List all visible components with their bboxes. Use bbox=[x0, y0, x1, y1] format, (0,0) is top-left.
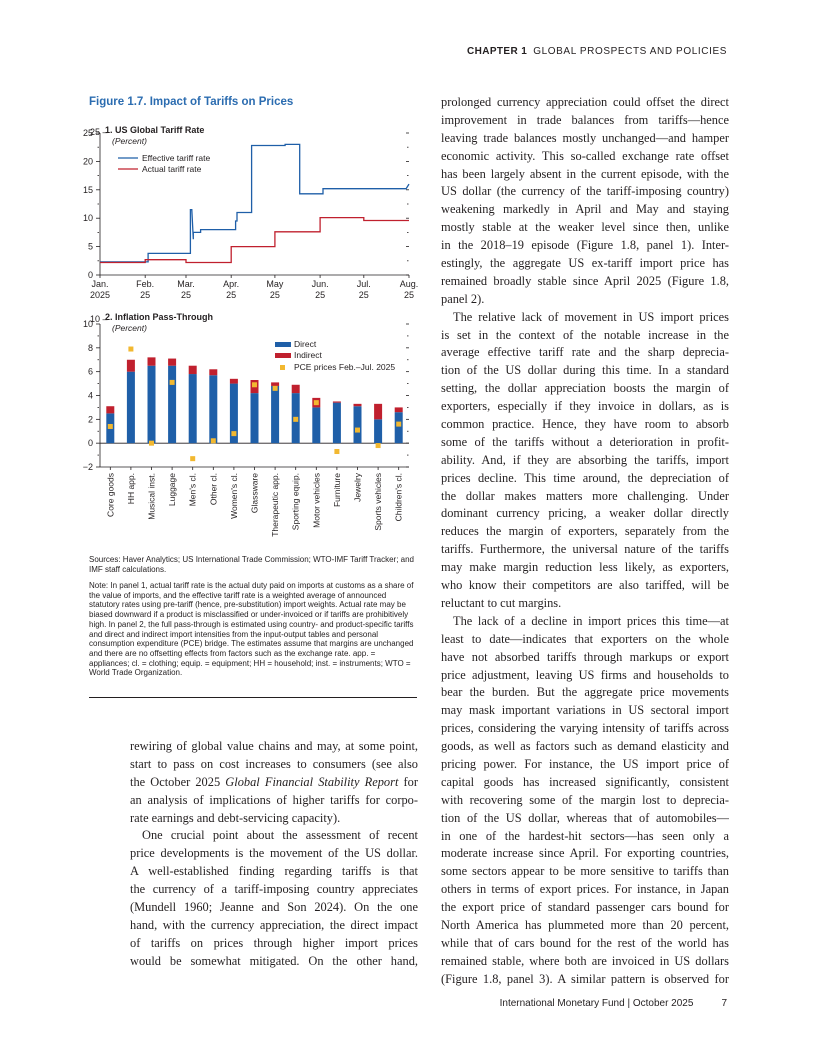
panel2-bar-indirect bbox=[271, 382, 279, 386]
panel2-bar-indirect bbox=[374, 404, 382, 419]
panel2-bar-indirect bbox=[354, 404, 362, 406]
text-line: in one of the hardest-hit sectors—has seen only a bbox=[441, 828, 729, 843]
panel1-legend-label: Effective tariff rate bbox=[142, 153, 211, 163]
page-footer bbox=[500, 998, 727, 1009]
left-text-column bbox=[130, 738, 418, 971]
panel2-pce-marker bbox=[273, 386, 278, 391]
panel2-category-label: Children's cl. bbox=[393, 473, 404, 522]
text-line: prolonged currency appreciation could offset the direct bbox=[441, 95, 729, 109]
panel2-pce-marker bbox=[149, 441, 154, 446]
text-line: bear the burden. But the aggregate price movements bbox=[441, 685, 729, 700]
text-line: A well-established finding regarding tariffs is that bbox=[130, 864, 418, 879]
panel2-category-label: Men's cl. bbox=[187, 473, 198, 507]
panel2-bar-indirect bbox=[292, 385, 300, 393]
panel1-x-tick-label: Mar. bbox=[177, 279, 195, 289]
text-line: who know their competitors are also tariffed, will be bbox=[441, 578, 729, 593]
figure-bottom-rule bbox=[89, 697, 417, 698]
text-fragment: the October 2025 bbox=[130, 774, 226, 789]
text-line: would be somewhat mitigated. On the other hand, bbox=[130, 953, 418, 968]
text-line: estingly, the aggregate US ex-tariff import price has bbox=[441, 256, 729, 271]
panel2-bar-direct bbox=[127, 372, 135, 444]
figure-sources: Sources: Haver Analytics; US International Trade Commission; WTO-IMF Tariff Tracker; and IMF staff calculations. bbox=[89, 555, 415, 575]
text-line: an analysis of implications of higher tariffs for corpo- bbox=[130, 792, 418, 807]
text-line: mostly stable at the weaker level since then, unlike bbox=[441, 220, 729, 235]
text-line: tion of the US dollar, whereas that of automobiles— bbox=[441, 810, 729, 825]
text-line: while that of cars bound for the rest of the world has bbox=[441, 935, 729, 950]
text-line: may make margin reduction less likely, as exporters, bbox=[441, 560, 729, 575]
text-line: least to date—indicates that exporters on the whole bbox=[441, 631, 729, 646]
panel2-pce-marker bbox=[108, 424, 113, 429]
text-line: dominant currency pricing, a weaker dollar directly bbox=[441, 506, 729, 521]
text-line bbox=[130, 774, 418, 792]
panel2-pce-marker bbox=[128, 347, 133, 352]
panel2-category-label: Glassware bbox=[249, 473, 260, 514]
panel2-y-tick-label: 4 bbox=[87, 390, 93, 401]
panel2-y-tick-label: 10 bbox=[82, 319, 93, 329]
panel2-chart bbox=[83, 312, 409, 537]
panel1-x-tick-label: Jul. bbox=[356, 279, 371, 289]
panel1-title-number: 25 – bbox=[90, 127, 108, 137]
panel2-category-label: Sporting equip. bbox=[290, 473, 301, 531]
text-line: others in terms of export prices. For instance, in Japan bbox=[441, 882, 729, 897]
text-line: common practice. Hence, they have room to absorb bbox=[441, 417, 729, 432]
panel2-bar-direct bbox=[148, 366, 156, 443]
panel1-y-tick-label: 25 bbox=[82, 128, 93, 138]
panel2-pce-marker bbox=[314, 400, 319, 405]
text-line: North America has plummeted more than 20 percent, bbox=[441, 917, 729, 932]
text-line: price developments is the movement of the US dollar. bbox=[130, 846, 418, 861]
panel1-x-tick-label: Jun. bbox=[311, 279, 329, 289]
text-line: goods, as well as factors such as demand elasticity and bbox=[441, 739, 729, 754]
panel2-bar-indirect bbox=[230, 379, 238, 384]
panel1-x-tick-label-year: 25 bbox=[315, 290, 326, 300]
text-line: prices, considering the varying intensity of tariffs across bbox=[441, 721, 729, 736]
panel2-legend-label: Direct bbox=[294, 339, 317, 349]
text-line: with recovering some of the margin lost to deprecia- bbox=[441, 792, 729, 807]
panel2-bar-indirect bbox=[168, 359, 176, 366]
panel2-legend-label: Indirect bbox=[294, 350, 322, 360]
panel2-bar-direct bbox=[395, 412, 403, 443]
panel2-bar-direct bbox=[209, 375, 217, 443]
panel1-y-tick-label: 5 bbox=[87, 241, 93, 252]
text-line: exporters, especially if they invoice in dollars, as is bbox=[441, 399, 729, 414]
panel2-category-label: HH app. bbox=[125, 473, 136, 505]
text-line: improvement in trade balances from tariffs—hence bbox=[441, 112, 729, 127]
text-line: of tariffs on prices through higher import prices bbox=[130, 935, 418, 950]
panel2-y-tick-label: −2 bbox=[82, 462, 93, 472]
panel1-x-tick-label: Feb. bbox=[136, 279, 155, 289]
report-title-italic: Global Financial Stability Report bbox=[225, 774, 399, 789]
panel2-y-tick-label: 8 bbox=[87, 342, 93, 353]
panel2-bar-direct bbox=[271, 386, 279, 443]
panel2-legend-swatch-pce bbox=[280, 365, 285, 370]
figure-note: Note: In panel 1, actual tariff rate is the actual duty paid on imports at customs as a share of the value of imports, and the effective tariff rate is a weighted average of announced statutory rates using pre-tariff (hence, pre-substitution) import weights. Actual rate may be biased downward if a product is misclassified or under-invoiced or if tariffs are prohibitively high. In panel 2, the full pass-through is estimated using country- and product-specific tariffs and direct and indirect import intensities from the input-output tables and personal consumption expenditure (PCE) bridge. The estimates assume that margins are unchanged and there are no offsetting effects from factors such as the exchange rate. app. = appliances; cl. = clothing; equip. = equipment; HH = household; inst. = instruments; WTO = World Trade Organization. bbox=[89, 581, 414, 678]
text-line: moderate increase since April. For exporting countries, bbox=[441, 846, 729, 861]
panel2-pce-marker bbox=[293, 417, 298, 422]
panel2-unit: (Percent) bbox=[112, 323, 147, 333]
text-line: have not absorbed tariffs through markups or export bbox=[441, 649, 729, 664]
panel2-category-label: Furniture bbox=[331, 473, 342, 508]
panel2-y-tick-label: 2 bbox=[87, 414, 93, 425]
text-line: leaving trade balances mostly unchanged—and hamper bbox=[441, 130, 729, 145]
panel1-x-tick-label-year: 25 bbox=[226, 290, 237, 300]
panel2-y-tick-label: 0 bbox=[87, 438, 93, 449]
panel1-series-line-actual bbox=[100, 218, 409, 263]
running-header bbox=[467, 46, 727, 57]
panel1-chart bbox=[83, 125, 418, 300]
panel1-y-tick-label: 20 bbox=[82, 156, 93, 167]
text-line: rewiring of global value chains and may, at some point, bbox=[130, 739, 418, 753]
text-line: some of the tariffs without a deterioration in profit- bbox=[441, 434, 729, 449]
panel2-bar-direct bbox=[374, 419, 382, 443]
text-line: average effective tariff rate and the sharp deprecia- bbox=[441, 345, 729, 360]
text-line: tariffs. Furthermore, the universal nature of the tariffs bbox=[441, 542, 729, 557]
panel2-bar-direct bbox=[333, 403, 341, 444]
panel2-category-label: Other cl. bbox=[208, 473, 219, 506]
panel2-pce-marker bbox=[252, 382, 257, 387]
text-line: some sectors appear to be more sensitive to tariffs than bbox=[441, 864, 729, 879]
panel1-x-tick-label-year: 25 bbox=[269, 290, 280, 300]
panel2-bar-indirect bbox=[333, 401, 341, 402]
panel2-bar-direct bbox=[189, 374, 197, 443]
text-line: has been largely absent in the current episode, with the bbox=[441, 166, 729, 181]
panel1-x-tick-label-year: 2025 bbox=[89, 290, 111, 300]
text-line: pricing power. For instance, the US import price of bbox=[441, 756, 729, 771]
panel1-x-tick-label: Apr. bbox=[223, 279, 240, 289]
text-line: prices decline. This time around, the depreciation of bbox=[441, 470, 729, 485]
panel2-category-label: Motor vehicles bbox=[311, 473, 322, 528]
text-line: start to pass on cost increases to consumers (see also bbox=[130, 756, 418, 771]
panel2-bar-direct bbox=[354, 406, 362, 443]
panel2-pce-marker bbox=[190, 456, 195, 461]
text-line: The relative lack of movement in US import prices bbox=[453, 309, 729, 324]
text-line: ability. And, if they are absorbing the tariffs, import bbox=[441, 452, 729, 467]
chapter-label: CHAPTER 1 bbox=[466, 46, 528, 57]
panel2-category-label: Therapeutic app. bbox=[270, 473, 281, 537]
panel2-bar-indirect bbox=[395, 407, 403, 412]
text-line: setting, the dollar appreciation boosts the margin of bbox=[441, 381, 729, 396]
panel2-legend-label: PCE prices Feb.–Jul. 2025 bbox=[294, 362, 396, 372]
page-number: 7 bbox=[721, 998, 727, 1009]
panel1-x-tick-label: Aug. bbox=[399, 279, 419, 289]
panel2-title-number: 10 – bbox=[90, 314, 108, 324]
panel2-pce-marker bbox=[396, 422, 401, 427]
panel2-category-label: Jewelry bbox=[352, 473, 363, 502]
panel1-x-tick-label: Jan. bbox=[91, 279, 109, 289]
panel1-x-tick-label: May bbox=[266, 279, 284, 289]
text-line: remained stable, where both are invoiced in US dollars bbox=[441, 953, 729, 968]
panel2-pce-marker bbox=[231, 431, 236, 436]
text-line: remained broadly stable since April 2025 (Figure 1.8, bbox=[441, 273, 729, 288]
panel2-bar-indirect bbox=[209, 369, 217, 375]
text-line: the dollar makes matters more challenging. Under bbox=[441, 488, 729, 503]
panel2-bar-indirect bbox=[189, 366, 197, 374]
panel1-x-tick-label-year: 25 bbox=[180, 290, 192, 300]
text-line: is set in the context of the notable increase in the bbox=[441, 327, 729, 342]
panel1-unit: (Percent) bbox=[112, 136, 147, 146]
text-line: US dollar (the currency of the tariff-imposing country) bbox=[441, 184, 729, 199]
text-line: may mask important variations in US sectoral import bbox=[441, 703, 729, 718]
panel1-y-tick-label: 10 bbox=[82, 213, 93, 224]
panel2-pce-marker bbox=[170, 380, 175, 385]
text-line: in the 2018–19 episode (Figure 1.8, panel 1). Inter- bbox=[441, 238, 729, 253]
panel1-y-tick-label: 0 bbox=[87, 270, 93, 280]
panel2-category-label: Core goods bbox=[105, 473, 116, 517]
panel1-y-tick-label: 15 bbox=[82, 184, 93, 195]
text-line: the currency of a tariff-imposing country appreciates bbox=[130, 882, 418, 897]
panel2-pce-marker bbox=[376, 443, 381, 448]
footer-source: International Monetary Fund | October 2025 bbox=[499, 998, 694, 1009]
panel2-y-tick-label: 6 bbox=[87, 366, 93, 377]
panel2-pce-marker bbox=[334, 449, 339, 454]
text-line: panel 2). bbox=[441, 291, 485, 306]
text-fragment: for bbox=[398, 774, 418, 789]
text-line: rate earnings and debt-servicing capacity). bbox=[130, 810, 341, 825]
panel1-x-tick-label-year: 25 bbox=[403, 290, 415, 300]
chapter-title: GLOBAL PROSPECTS AND POLICIES bbox=[533, 46, 727, 57]
panel2-category-label: Musical inst. bbox=[146, 473, 157, 520]
text-line: the export price of standard passenger cars bound for bbox=[441, 900, 729, 915]
text-line: price adjustment, leaving US firms and households to bbox=[441, 667, 729, 682]
text-line: reluctant to cut margins. bbox=[441, 595, 562, 610]
panel1-x-tick-label-year: 25 bbox=[358, 290, 369, 300]
panel1-x-tick-label-year: 25 bbox=[140, 290, 151, 300]
figure-title: Figure 1.7. Impact of Tariffs on Prices bbox=[89, 96, 294, 108]
panel1-legend-label: Actual tariff rate bbox=[142, 164, 202, 174]
panel2-bar-direct bbox=[312, 407, 320, 443]
panel2-bar-indirect bbox=[148, 357, 156, 365]
figure-charts bbox=[80, 118, 425, 548]
text-line: (Figure 1.8, panel 3). A similar pattern is observed for bbox=[441, 971, 729, 986]
text-line: One crucial point about the assessment of recent bbox=[142, 828, 418, 843]
panel2-bar-direct bbox=[251, 393, 259, 443]
panel2-category-label: Sports vehicles bbox=[373, 473, 384, 531]
panel2-legend-swatch-indirect bbox=[275, 353, 291, 358]
panel2-category-label: Luggage bbox=[167, 473, 178, 507]
panel2-legend-swatch-direct bbox=[275, 342, 291, 347]
panel2-pce-marker bbox=[211, 438, 216, 443]
panel1-title: 1. US Global Tariff Rate bbox=[105, 125, 205, 135]
panel2-title: 2. Inflation Pass-Through bbox=[105, 312, 214, 322]
panel2-bar-indirect bbox=[127, 360, 135, 372]
text-line: capital goods has increased significantly, consistent bbox=[441, 774, 729, 789]
text-line: hand, with the currency appreciation, the direct impact bbox=[130, 917, 418, 932]
text-line: The lack of a decline in import prices this time—at bbox=[453, 613, 729, 628]
panel2-category-label: Women's cl. bbox=[228, 473, 239, 519]
text-line: tion of the US dollar during this time. In a standard bbox=[441, 363, 729, 378]
panel2-pce-marker bbox=[355, 428, 360, 433]
right-text-column bbox=[441, 94, 729, 989]
text-line: economic activity. This so-called exchange rate offset bbox=[441, 148, 729, 163]
text-line: weakening markedly in April and May and staying bbox=[441, 202, 729, 217]
panel2-bar-indirect bbox=[106, 406, 114, 413]
text-line: reduces the margin of exporters, separately from the bbox=[441, 524, 729, 539]
panel2-bar-direct bbox=[168, 366, 176, 443]
text-line: (Mundell 1960; Jeanne and Son 2024). On the one bbox=[130, 900, 418, 915]
